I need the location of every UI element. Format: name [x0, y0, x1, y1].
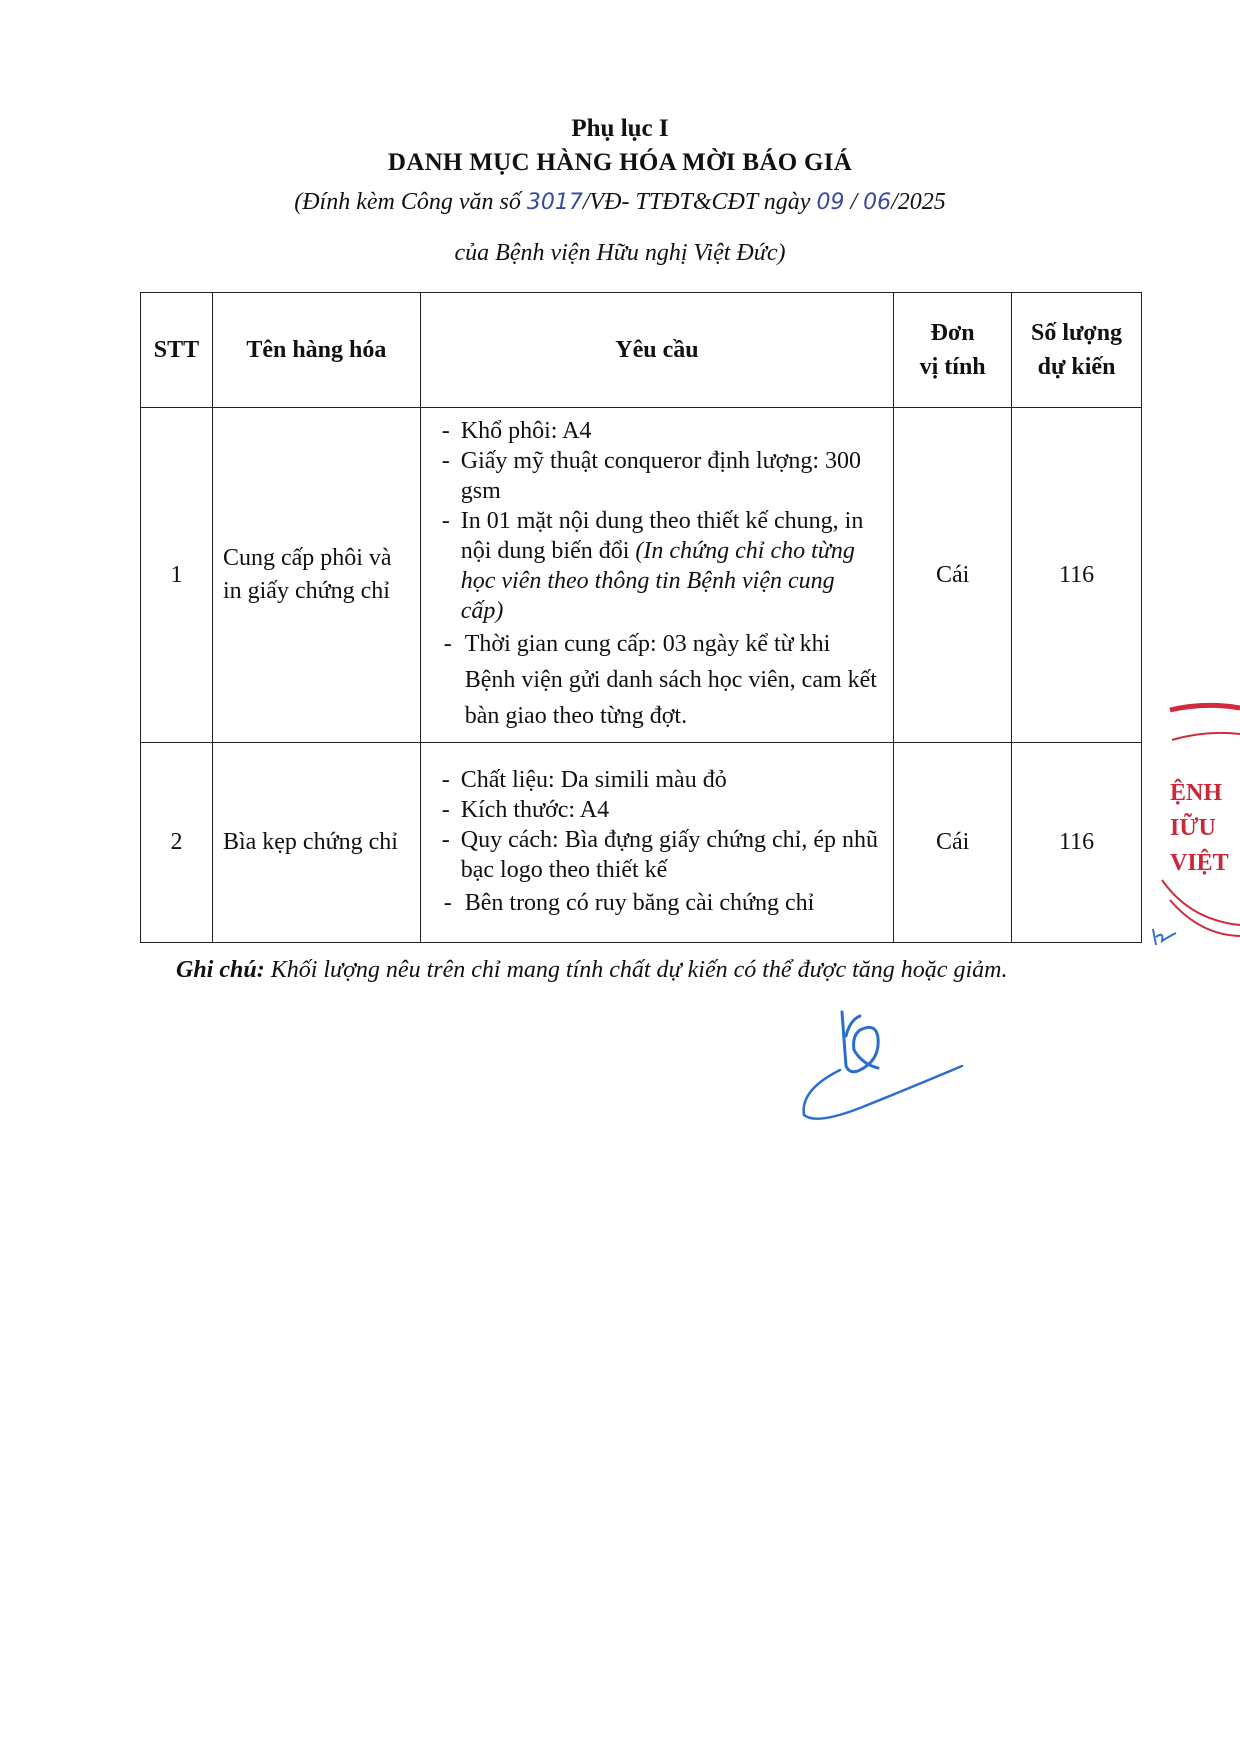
- handwritten-month: 06: [863, 190, 892, 215]
- row-requirements: [420, 408, 893, 743]
- row-qty: 116: [1012, 408, 1142, 743]
- bullet-dash: -: [443, 889, 452, 916]
- title-block: [0, 112, 1240, 271]
- requirement-text: Chất liệu: Da simili màu đỏ: [460, 766, 727, 793]
- row-requirements: [420, 743, 893, 943]
- row-unit: Cái: [894, 743, 1012, 943]
- date-separator: /: [844, 189, 864, 215]
- bullet-dash: -: [441, 508, 450, 534]
- header-unit-line1: Đơn: [930, 320, 975, 346]
- footnote-text: Khối lượng nêu trên chỉ mang tính chất dự kiến có thể được tăng hoặc giảm.: [264, 957, 1008, 983]
- stamp-text-line: VIỆT: [1170, 850, 1229, 876]
- requirement-main: In 01 mặt nội dung theo thiết kế chung, in nội dung biến đổi: [460, 508, 864, 564]
- stamp-text-line: ỆNH: [1170, 780, 1223, 806]
- header-qty-line1: Số lượng: [1031, 320, 1123, 346]
- attachment-reference: [0, 184, 1240, 221]
- bullet-dash: -: [441, 448, 450, 474]
- bullet-dash: -: [441, 826, 450, 853]
- requirement-text: Thời gian cung cấp: 03 ngày kể từ khi Bệnh viện gửi danh sách học viên, cam kết bàn giao theo từng đợt.: [464, 631, 877, 729]
- requirement-item: [431, 446, 883, 506]
- row-name: Bìa kẹp chứng chỉ: [212, 743, 420, 943]
- requirement-item: [431, 795, 883, 825]
- signature: [790, 1000, 970, 1125]
- goods-table: [140, 292, 1142, 943]
- header-unit-line2: vị tính: [919, 354, 986, 380]
- row-qty: 116: [1012, 743, 1142, 943]
- requirement-item: [431, 416, 883, 446]
- header-stt: STT: [141, 293, 213, 408]
- table-row: [141, 743, 1142, 943]
- requirement-item: [431, 885, 883, 921]
- issuer-line: của Bệnh viện Hữu nghị Việt Đức): [454, 240, 786, 266]
- year-suffix: /2025: [891, 189, 946, 215]
- header-qty-line2: dự kiến: [1037, 354, 1116, 380]
- handwritten-doc-number: 3017: [526, 190, 583, 215]
- table-header-row: [141, 293, 1142, 408]
- row-unit: Cái: [894, 408, 1012, 743]
- requirement-italic-note: (In chứng chỉ cho từng học viên theo thông tin Bệnh viện cung cấp): [460, 538, 855, 624]
- bullet-dash: -: [443, 631, 452, 657]
- requirement-item: [431, 626, 883, 734]
- row-stt: 1: [141, 408, 213, 743]
- handwritten-day: 09: [816, 190, 845, 215]
- requirement-text: Kích thước: A4: [460, 796, 610, 823]
- bullet-dash: -: [441, 796, 450, 823]
- footnote: [176, 957, 1007, 984]
- table-row: [141, 408, 1142, 743]
- requirement-item: [431, 825, 883, 885]
- requirement-text: Quy cách: Bìa đựng giấy chứng chỉ, ép nhũ bạc logo theo thiết kế: [460, 826, 878, 883]
- stamp-text-line: IỮU: [1170, 815, 1216, 841]
- header-requirement: Yêu cầu: [420, 293, 893, 408]
- bullet-dash: -: [441, 766, 450, 793]
- appendix-label: Phụ lục I: [571, 115, 669, 142]
- header-name: Tên hàng hóa: [212, 293, 420, 408]
- requirement-item: [431, 506, 883, 626]
- initial-mark: [1150, 925, 1180, 949]
- row-stt: 2: [141, 743, 213, 943]
- footnote-label: Ghi chú:: [176, 957, 265, 983]
- header-unit: [894, 293, 1012, 408]
- row-name: Cung cấp phôi và in giấy chứng chỉ: [212, 408, 420, 743]
- requirement-text: Bên trong có ruy băng cài chứng chỉ: [464, 889, 815, 916]
- requirement-item: [431, 765, 883, 795]
- bullet-dash: -: [441, 418, 450, 444]
- requirement-text: [461, 506, 883, 626]
- attach-mid: /VĐ- TTĐT&CĐT ngày: [582, 189, 817, 215]
- attach-prefix: (Đính kèm Công văn số: [294, 189, 527, 215]
- requirement-text: Khổ phôi: A4: [460, 418, 592, 444]
- header-qty: [1012, 293, 1142, 408]
- document-title: DANH MỤC HÀNG HÓA MỜI BÁO GIÁ: [387, 149, 853, 176]
- requirement-text: Giấy mỹ thuật conqueror định lượng: 300 gsm: [460, 448, 862, 504]
